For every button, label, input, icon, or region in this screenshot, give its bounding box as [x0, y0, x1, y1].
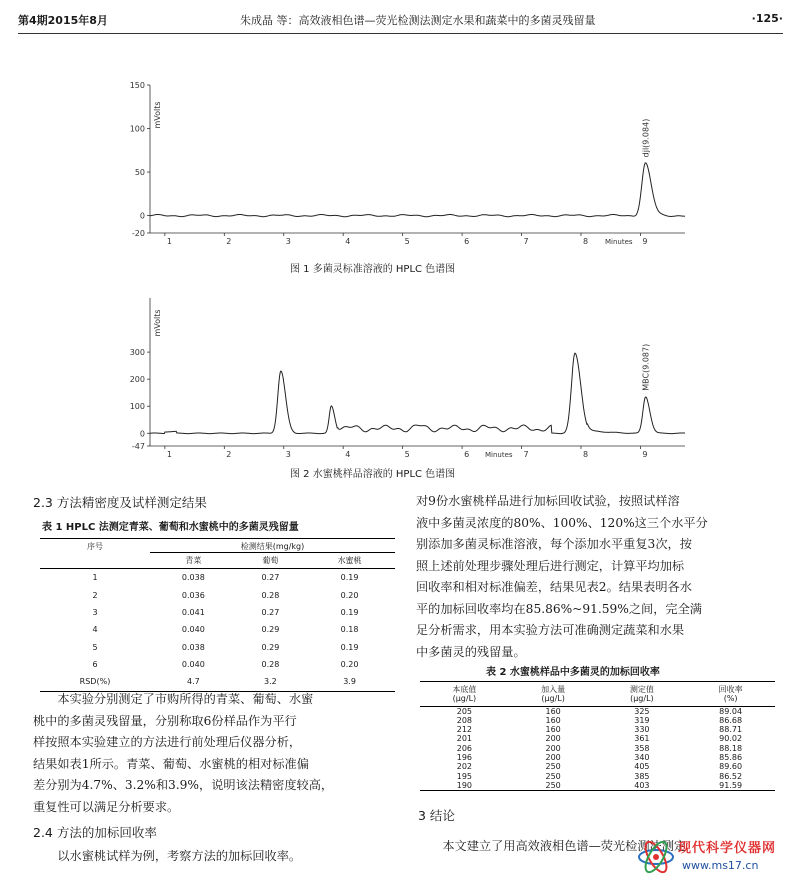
text-line: 中多菌灵的残留量。 — [416, 644, 526, 659]
x-tick-label: 7 — [523, 450, 529, 459]
table-row — [40, 656, 395, 673]
x-tick-label: 2 — [226, 237, 232, 246]
x-axis-label: Minutes — [485, 451, 513, 459]
table-2-header — [686, 682, 775, 707]
table-cell: RSD(%) — [79, 677, 111, 687]
watermark-name: 现代科学仪器网 — [678, 841, 777, 856]
table-cell: 0.040 — [181, 660, 205, 670]
peak-annotation: MBC(9.087) — [641, 343, 651, 391]
table-cell: 250 — [545, 780, 561, 790]
table-cell: 212 — [456, 725, 473, 735]
table-2-header-line: (μg/L) — [541, 694, 565, 704]
table-1-col: 水蜜桃 — [337, 556, 362, 565]
table-2-header — [420, 682, 509, 707]
table-row — [40, 621, 395, 638]
y-tick-label: 50 — [134, 168, 145, 178]
y-tick-label: -47 — [131, 442, 145, 451]
table-cell: 0.27 — [261, 607, 280, 617]
table-row — [420, 781, 775, 791]
x-tick-label: 4 — [345, 450, 351, 459]
page-number: ·125· — [751, 12, 783, 25]
y-axis-label: mVolts — [153, 101, 162, 129]
table-1-caption: 表 1 HPLC 法测定青菜、葡萄和水蜜桃中的多菌灵残留量 — [42, 522, 299, 533]
table-cell: 160 — [545, 706, 561, 716]
table-2-header-line: (μg/L) — [630, 694, 654, 704]
table-cell: 1 — [92, 573, 98, 583]
section-2-3-heading: 2.3 方法精密度及试样测定结果 — [33, 495, 207, 510]
table-cell: 0.038 — [181, 573, 205, 583]
table-cell: 319 — [634, 715, 650, 725]
table-cell: 250 — [545, 771, 561, 781]
x-tick-label: 6 — [464, 237, 470, 246]
table-cell: 160 — [545, 725, 561, 735]
text-line: 结果如表1所示。青菜、葡萄、水蜜桃的相对标准偏 — [33, 756, 309, 771]
text-line: 足分析需求，用本实验方法可准确测定蔬菜和水果 — [416, 623, 685, 637]
y-tick-label: 100 — [129, 124, 145, 134]
table-cell: 385 — [634, 771, 650, 781]
table-cell: 358 — [634, 743, 650, 753]
table-cell: 0.19 — [340, 642, 359, 652]
watermark-logo-icon — [636, 839, 676, 875]
x-tick-label: 6 — [464, 450, 470, 459]
table-cell: 0.27 — [261, 573, 280, 583]
table-2-header — [598, 682, 687, 707]
running-title: 朱成晶 等：高效液相色谱—荧光检测法测定水果和蔬菜中的多菌灵残留量 — [240, 14, 596, 27]
text-line: 桃中的多菌灵残留量，分别称取6份样品作为平行 — [33, 713, 297, 728]
table-cell: 88.71 — [719, 725, 743, 735]
table-row — [40, 639, 395, 656]
x-axis-label: Minutes — [605, 238, 633, 246]
chromatogram-trace — [150, 163, 685, 217]
table-cell: 86.68 — [719, 715, 743, 725]
x-tick-label: 1 — [166, 237, 172, 246]
table-cell: 0.19 — [340, 573, 359, 583]
y-tick-label: 100 — [129, 402, 145, 412]
x-tick-label: 8 — [582, 450, 589, 459]
header-rule — [18, 33, 783, 34]
text-line: 本实验分别测定了市购所得的青菜、葡萄、水蜜 — [33, 692, 314, 706]
table-cell: 325 — [634, 706, 650, 716]
table-cell: 0.29 — [261, 625, 280, 635]
table-cell: 160 — [545, 715, 561, 725]
table-1-col: 青菜 — [185, 556, 202, 565]
table-cell: 0.19 — [340, 607, 359, 617]
issue-label: 第4期2015年8月 — [18, 14, 108, 27]
table-cell: 202 — [456, 762, 473, 772]
y-tick-label: 200 — [129, 375, 145, 385]
text-line: 重复性可以满足分析要求。 — [33, 799, 180, 814]
y-tick-label: 300 — [129, 348, 145, 358]
table-row — [420, 762, 775, 771]
section-3-heading: 3 结论 — [418, 808, 455, 823]
peak-annotation: djl(9.084) — [641, 118, 651, 158]
table-cell: 190 — [456, 780, 473, 790]
x-tick-label: 5 — [404, 237, 410, 246]
running-header — [18, 12, 783, 30]
text-line: 差分别为4.7%、3.2%和3.9%，说明该法精密度较高， — [33, 778, 334, 792]
table-2-header-line: (μg/L) — [452, 694, 477, 704]
table-1-header-index: 序号 — [87, 542, 103, 551]
table-cell: 340 — [634, 753, 650, 763]
x-tick-label: 3 — [285, 450, 291, 459]
table-2-header-line: 本底值 — [452, 685, 477, 694]
table-cell: 4.7 — [186, 677, 200, 687]
section-2-4-heading: 2.4 方法的加标回收率 — [33, 825, 157, 840]
table-cell: 91.59 — [719, 780, 743, 790]
x-tick-label: 4 — [345, 237, 351, 246]
table-1-header-group: 检测结果(mg/kg) — [150, 539, 395, 553]
table-cell: 361 — [634, 734, 650, 744]
text-line: 平的加标回收率均在85.86%~91.59%之间，完全满 — [416, 601, 702, 616]
table-cell: 250 — [545, 762, 561, 772]
table-row — [40, 569, 395, 587]
table-cell: 3 — [92, 607, 98, 617]
x-tick-label: 2 — [226, 450, 232, 459]
table-2-header — [509, 682, 598, 707]
x-tick-label: 5 — [404, 450, 410, 459]
table-cell: 89.04 — [719, 706, 743, 716]
y-tick-label: 0 — [139, 429, 145, 439]
table-cell: 196 — [456, 753, 473, 763]
watermark-url: www.ms17.cn — [682, 859, 759, 872]
table-cell: 0.20 — [340, 590, 359, 600]
text-line: 别添加多菌灵标准溶液，每个添加水平重复3次，按 — [416, 537, 692, 551]
x-tick-label: 1 — [166, 450, 172, 459]
table-row — [40, 586, 395, 603]
table-cell: 6 — [92, 660, 98, 670]
table-cell: 206 — [456, 743, 473, 753]
text-line: 回收率和相对标准偏差，结果见表2。结果表明各水 — [416, 580, 692, 594]
table-cell: 330 — [634, 725, 650, 735]
table-row — [420, 772, 775, 781]
figure-1-caption: 图 1 多菌灵标准溶液的 HPLC 色谱图 — [290, 264, 456, 275]
table-row — [40, 604, 395, 621]
table-cell: 0.28 — [261, 660, 280, 670]
table-2-caption: 表 2 水蜜桃样品中多菌灵的加标回收率 — [486, 667, 660, 678]
y-axis-label: mVolts — [153, 309, 162, 337]
chromatogram-figure-1 — [100, 75, 690, 260]
site-watermark — [636, 835, 786, 879]
table-cell: 205 — [456, 706, 473, 716]
table-cell: 208 — [456, 715, 473, 725]
table-cell: 200 — [545, 734, 561, 744]
x-tick-label: 3 — [285, 237, 291, 246]
table-2-header-line: (%) — [723, 694, 738, 704]
table-2-header-line: 测定值 — [629, 685, 654, 694]
text-line: 照上述前处理步骤处理后进行测定，计算平均加标 — [416, 558, 685, 573]
paragraph-right — [416, 491, 786, 663]
table-cell: 403 — [634, 780, 650, 790]
text-line: 对9份水蜜桃样品进行加标回收试验，按照试样溶 — [416, 494, 680, 508]
table-cell: 200 — [545, 753, 561, 763]
table-row — [420, 753, 775, 762]
table-row — [420, 725, 775, 734]
paragraph-conclusion: 本文建立了用高效液相色谱—荧光检测法测定 — [418, 839, 687, 853]
text-line: 样按照本实验建立的方法进行前处理后仪器分析， — [33, 735, 302, 749]
table-cell: 85.86 — [719, 753, 743, 763]
x-tick-label: 9 — [642, 450, 648, 459]
paragraph-2-4: 以水蜜桃试样为例，考察方法的加标回收率。 — [33, 849, 302, 863]
table-cell: 0.28 — [261, 590, 280, 600]
chromatogram-figure-2 — [100, 288, 690, 458]
table-cell: 200 — [545, 743, 561, 753]
table-row — [420, 706, 775, 716]
table-cell: 90.02 — [719, 734, 743, 744]
table-1 — [40, 538, 395, 692]
paragraph-2-3 — [33, 689, 393, 818]
y-tick-label: -20 — [131, 229, 145, 238]
table-cell: 195 — [456, 771, 473, 781]
x-tick-label: 8 — [582, 237, 589, 246]
table-2 — [420, 681, 775, 791]
table-cell: 0.036 — [181, 590, 205, 600]
table-cell: 4 — [92, 625, 98, 635]
table-cell: 2 — [92, 590, 98, 600]
table-cell: 0.041 — [181, 607, 205, 617]
figure-2-caption: 图 2 水蜜桃样品溶液的 HPLC 色谱图 — [290, 469, 456, 480]
table-1-col: 葡萄 — [262, 556, 279, 565]
table-cell: 0.20 — [340, 660, 359, 670]
table-row — [420, 744, 775, 753]
table-cell: 0.040 — [181, 625, 205, 635]
table-cell: 86.52 — [719, 771, 743, 781]
y-tick-label: 150 — [129, 81, 145, 90]
table-cell: 405 — [634, 762, 650, 772]
table-cell: 3.9 — [343, 677, 356, 687]
table-cell: 89.60 — [719, 762, 743, 772]
table-cell: 0.038 — [181, 642, 205, 652]
table-cell: 5 — [92, 642, 98, 652]
chromatogram-trace — [150, 353, 685, 433]
table-cell: 201 — [456, 734, 473, 744]
table-cell: 88.18 — [719, 743, 743, 753]
table-cell: 3.2 — [264, 677, 277, 687]
table-2-header-line: 加入量 — [541, 685, 566, 694]
table-row — [420, 716, 775, 725]
table-cell: 0.29 — [261, 642, 280, 652]
text-line: 液中多菌灵浓度的80%、100%、120%这三个水平分 — [416, 515, 708, 530]
x-tick-label: 7 — [523, 237, 529, 246]
table-cell: 0.18 — [340, 625, 359, 635]
y-tick-label: 0 — [139, 211, 145, 221]
x-tick-label: 9 — [642, 237, 648, 246]
table-2-header-line: 回收率 — [718, 685, 743, 694]
table-row — [420, 734, 775, 743]
